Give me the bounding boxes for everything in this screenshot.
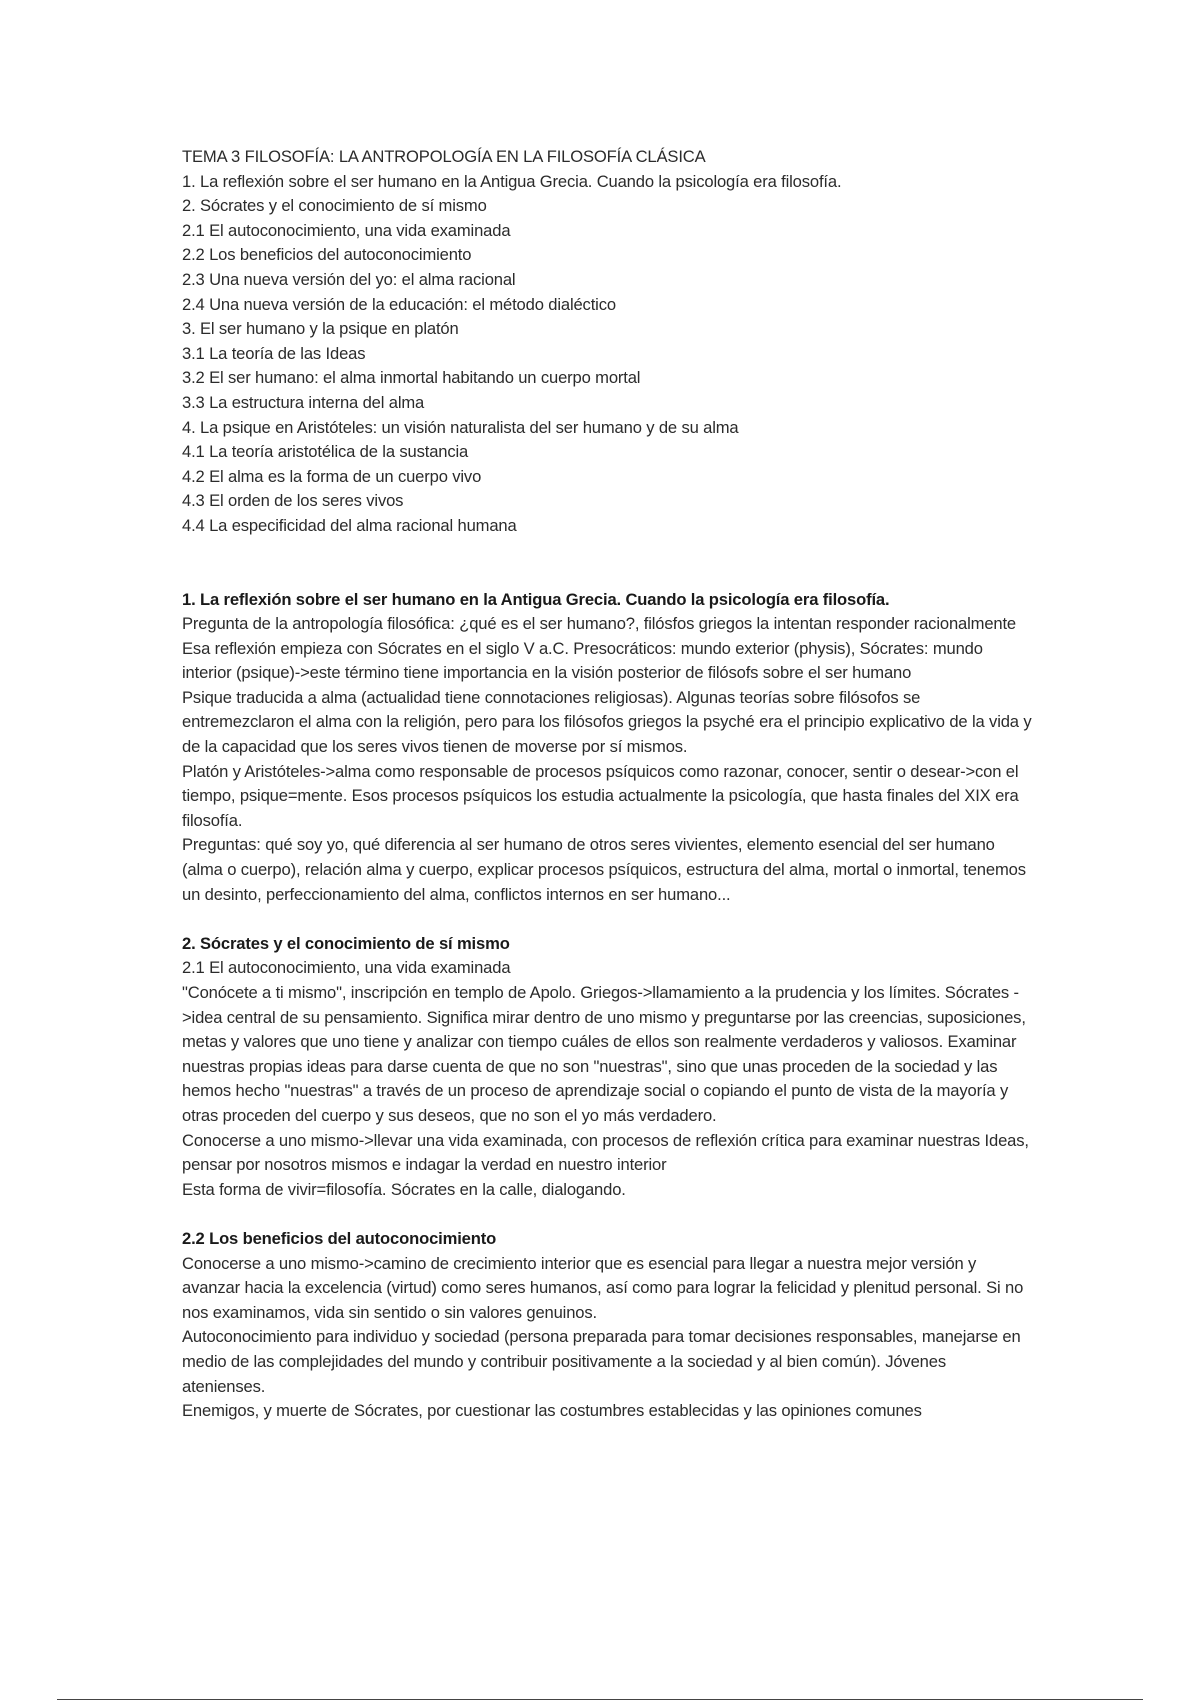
paragraph: Platón y Aristóteles->alma como responsable de procesos psíquicos como razonar, conocer, sentir o desear->con el tiempo, psique=mente. Esos procesos psíquicos los estudia actualmente la psicología, que hasta finales del XIX era filosofía.: [182, 761, 1019, 830]
toc-item: 3. El ser humano y la psique en platón: [182, 319, 459, 339]
paragraph: Esta forma de vivir=filosofía. Sócrates en la calle, dialogando.: [182, 1179, 626, 1199]
toc-item: 3.2 El ser humano: el alma inmortal habitando un cuerpo mortal: [182, 368, 641, 388]
toc-item: 3.3 La estructura interna del alma: [182, 392, 425, 412]
table-of-contents: [182, 170, 1032, 539]
paragraph: Conocerse a uno mismo->llevar una vida examinada, con procesos de reflexión crítica para examinar nuestras Ideas, pensar por nosotros mismos e indagar la verdad en nuestro interior: [182, 1130, 1029, 1175]
paragraph: Pregunta de la antropología filosófica: ¿qué es el ser humano?, filósfos griegos la intentan responder racionalmente: [182, 614, 1017, 634]
toc-item: 3.1 La teoría de las Ideas: [182, 343, 366, 363]
document-title: TEMA 3 FILOSOFÍA: LA ANTROPOLOGÍA EN LA FILOSOFÍA CLÁSICA: [182, 147, 706, 166]
section-heading: 2.2 Los beneficios del autoconocimiento: [182, 1228, 497, 1248]
toc-item: 2. Sócrates y el conocimiento de sí mismo: [182, 196, 487, 216]
subsection-heading: 2.1 El autoconocimiento, una vida examinada: [182, 958, 511, 978]
section-heading: 2. Sócrates y el conocimiento de sí mismo: [182, 933, 510, 953]
toc-item: 4.2 El alma es la forma de un cuerpo vivo: [182, 466, 482, 486]
section-2: [182, 932, 1032, 1203]
toc-item: 2.4 Una nueva versión de la educación: el método dialéctico: [182, 294, 616, 314]
toc-item: 4.3 El orden de los seres vivos: [182, 491, 404, 511]
paragraph: Autoconocimiento para individuo y sociedad (persona preparada para tomar decisiones responsables, manejarse en medio de las complejidades del mundo y contribuir positivamente a la sociedad y al bien común). Jóvenes atenienses.: [182, 1327, 1021, 1396]
toc-item: 4.4 La especificidad del alma racional humana: [182, 515, 517, 535]
toc-item: 4.1 La teoría aristotélica de la sustancia: [182, 442, 469, 462]
paragraph: Conocerse a uno mismo->camino de crecimiento interior que es esencial para llegar a nuestra mejor versión y avanzar hacia la excelencia (virtud) como seres humanos, así como para lograr la felicidad y plenitud personal. Si no nos examinamos, vida sin sentido o sin valores genuinos.: [182, 1253, 1024, 1322]
toc-item: 1. La reflexión sobre el ser humano en la Antigua Grecia. Cuando la psicología era filosofía.: [182, 171, 842, 191]
toc-item: 2.3 Una nueva versión del yo: el alma racional: [182, 269, 516, 289]
document-page: [182, 145, 1032, 1424]
section-1: [182, 588, 1032, 908]
paragraph: "Conócete a ti mismo", inscripción en templo de Apolo. Griegos->llamamiento a la prudencia y los límites. Sócrates ->idea central de su pensamiento. Significa mirar dentro de uno mismo y preguntarse por las creencias, suposiciones, metas y valores que uno tiene y analizar con tiempo cuáles de ellos son realmente verdaderos y valiosos. Examinar nuestras propias ideas para darse cuenta de que no son "nuestras", sino que unas proceden de la sociedad y las hemos hecho "nuestras" a través de un proceso de aprendizaje social o copiando el punto de vista de la mayoría y otras proceden del cuerpo y sus deseos, que no son el yo más verdadero.: [182, 983, 1026, 1125]
paragraph: Enemigos, y muerte de Sócrates, por cuestionar las costumbres establecidas y las opiniones comunes: [182, 1401, 922, 1421]
section-2-2: [182, 1227, 1032, 1424]
section-heading: 1. La reflexión sobre el ser humano en la Antigua Grecia. Cuando la psicología era filosofía.: [182, 589, 890, 609]
toc-item: 2.2 Los beneficios del autoconocimiento: [182, 245, 472, 265]
paragraph: Preguntas: qué soy yo, qué diferencia al ser humano de otros seres vivientes, elemento esencial del ser humano (alma o cuerpo), relación alma y cuerpo, explicar procesos psíquicos, estructura del alma, mortal o inmortal, tenemos un desinto, perfeccionamiento del alma, conflictos internos en ser humano...: [182, 835, 1026, 904]
toc-item: 2.1 El autoconocimiento, una vida examinada: [182, 220, 511, 240]
paragraph: Esa reflexión empieza con Sócrates en el siglo V a.C. Presocráticos: mundo exterior (physis), Sócrates: mundo interior (psique)->este término tiene importancia en la visión posterior de filósofs sobre el ser humano: [182, 638, 983, 683]
toc-item: 4. La psique en Aristóteles: un visión naturalista del ser humano y de su alma: [182, 417, 739, 437]
paragraph: Psique traducida a alma (actualidad tiene connotaciones religiosas). Algunas teorías sobre filósofos se entremezclaron el alma con la religión, pero para los filósofos griegos la psyché era el principio explicativo de la vida y de la capacidad que los seres vivos tienen de moverse por sí mismos.: [182, 687, 1032, 757]
